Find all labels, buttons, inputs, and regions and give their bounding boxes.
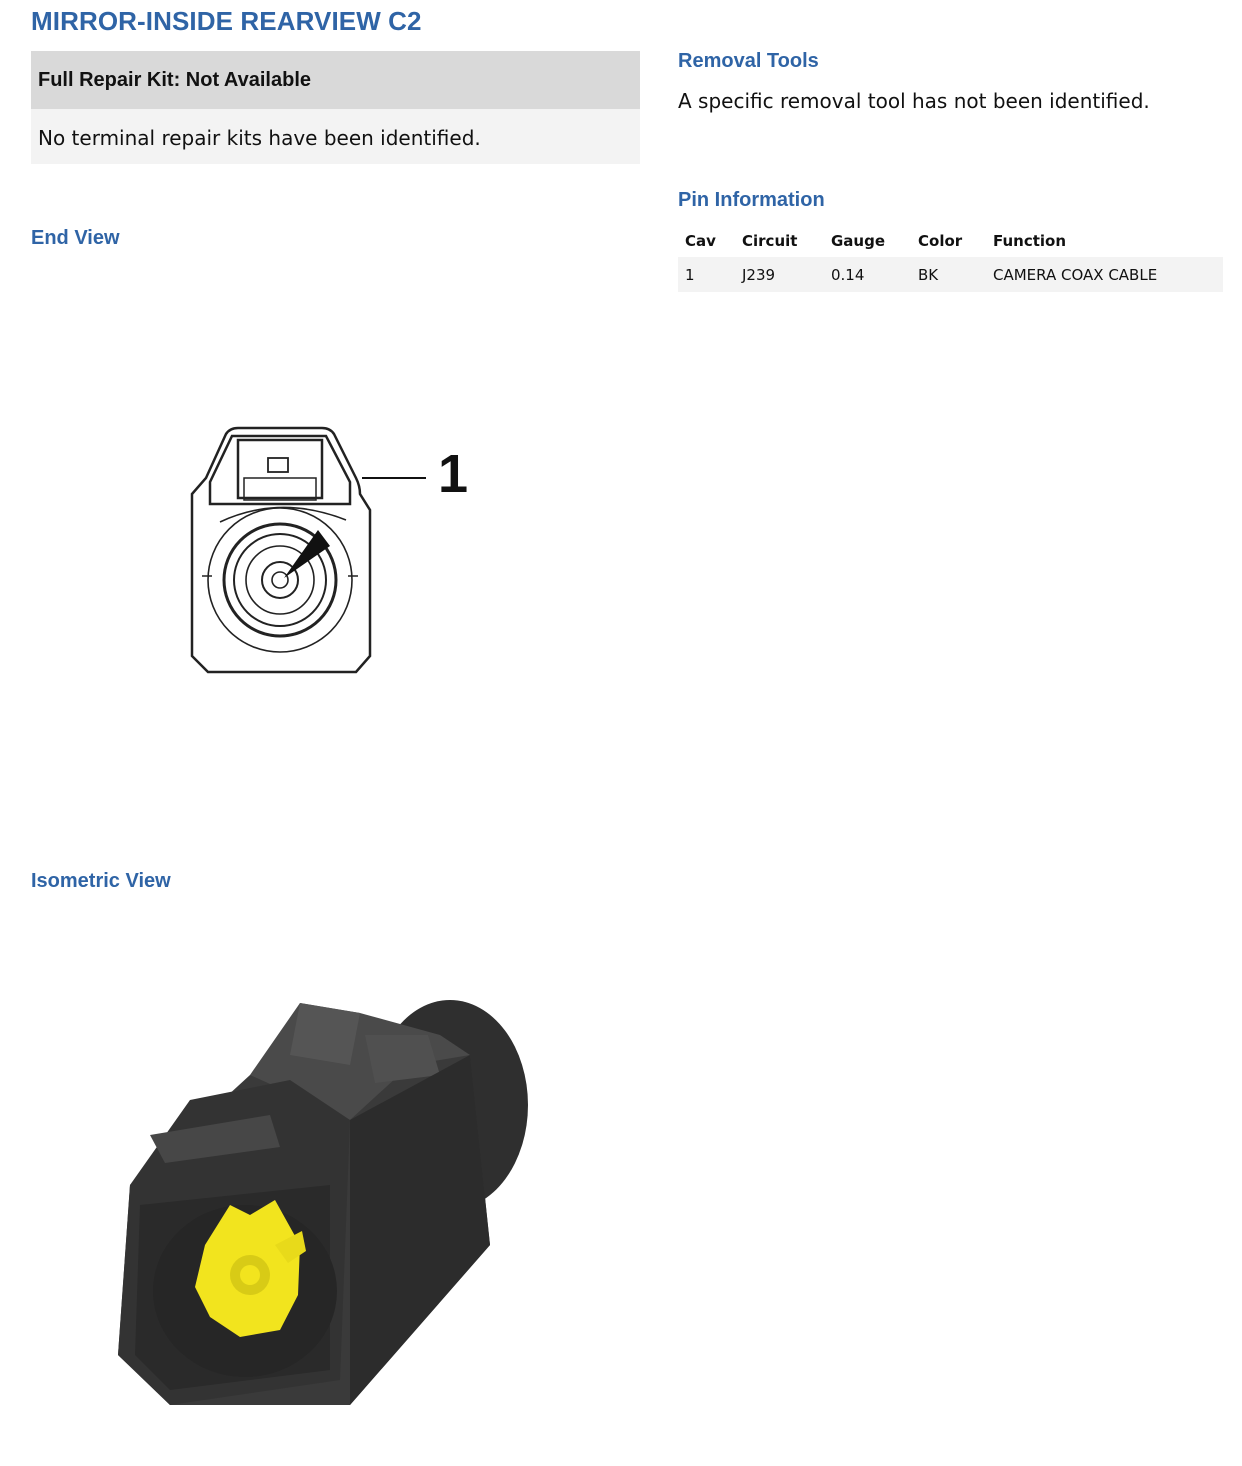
repair-kit-header: Full Repair Kit: Not Available xyxy=(31,51,640,109)
end-view-title: End View xyxy=(31,227,120,249)
repair-kit-body: No terminal repair kits have been identified. xyxy=(31,109,640,164)
repair-kit-panel xyxy=(31,51,640,164)
cell-function: CAMERA COAX CABLE xyxy=(986,257,1223,292)
cell-cav: 1 xyxy=(678,257,735,292)
table-row xyxy=(678,257,1223,292)
removal-tools-text: A specific removal tool has not been identified. xyxy=(678,89,1150,113)
cell-color: BK xyxy=(911,257,986,292)
column-header-gauge: Gauge xyxy=(831,231,886,250)
connector-end-view-drawing xyxy=(180,420,500,680)
isometric-view-title: Isometric View xyxy=(31,870,171,892)
column-header-cav: Cav xyxy=(685,231,716,250)
cell-circuit: J239 xyxy=(735,257,824,292)
column-header-function: Function xyxy=(993,231,1067,250)
cavity-callout-label: 1 xyxy=(438,444,469,504)
page-title: MIRROR-INSIDE REARVIEW C2 xyxy=(31,6,422,36)
column-header-color: Color xyxy=(918,231,963,250)
pin-information-title: Pin Information xyxy=(678,189,825,211)
cell-gauge: 0.14 xyxy=(824,257,911,292)
pin-table-header-row xyxy=(678,224,1223,257)
column-header-circuit: Circuit xyxy=(742,231,798,250)
pin-information-table xyxy=(678,224,1223,292)
removal-tools-title: Removal Tools xyxy=(678,50,819,72)
connector-isometric-drawing xyxy=(110,995,540,1425)
